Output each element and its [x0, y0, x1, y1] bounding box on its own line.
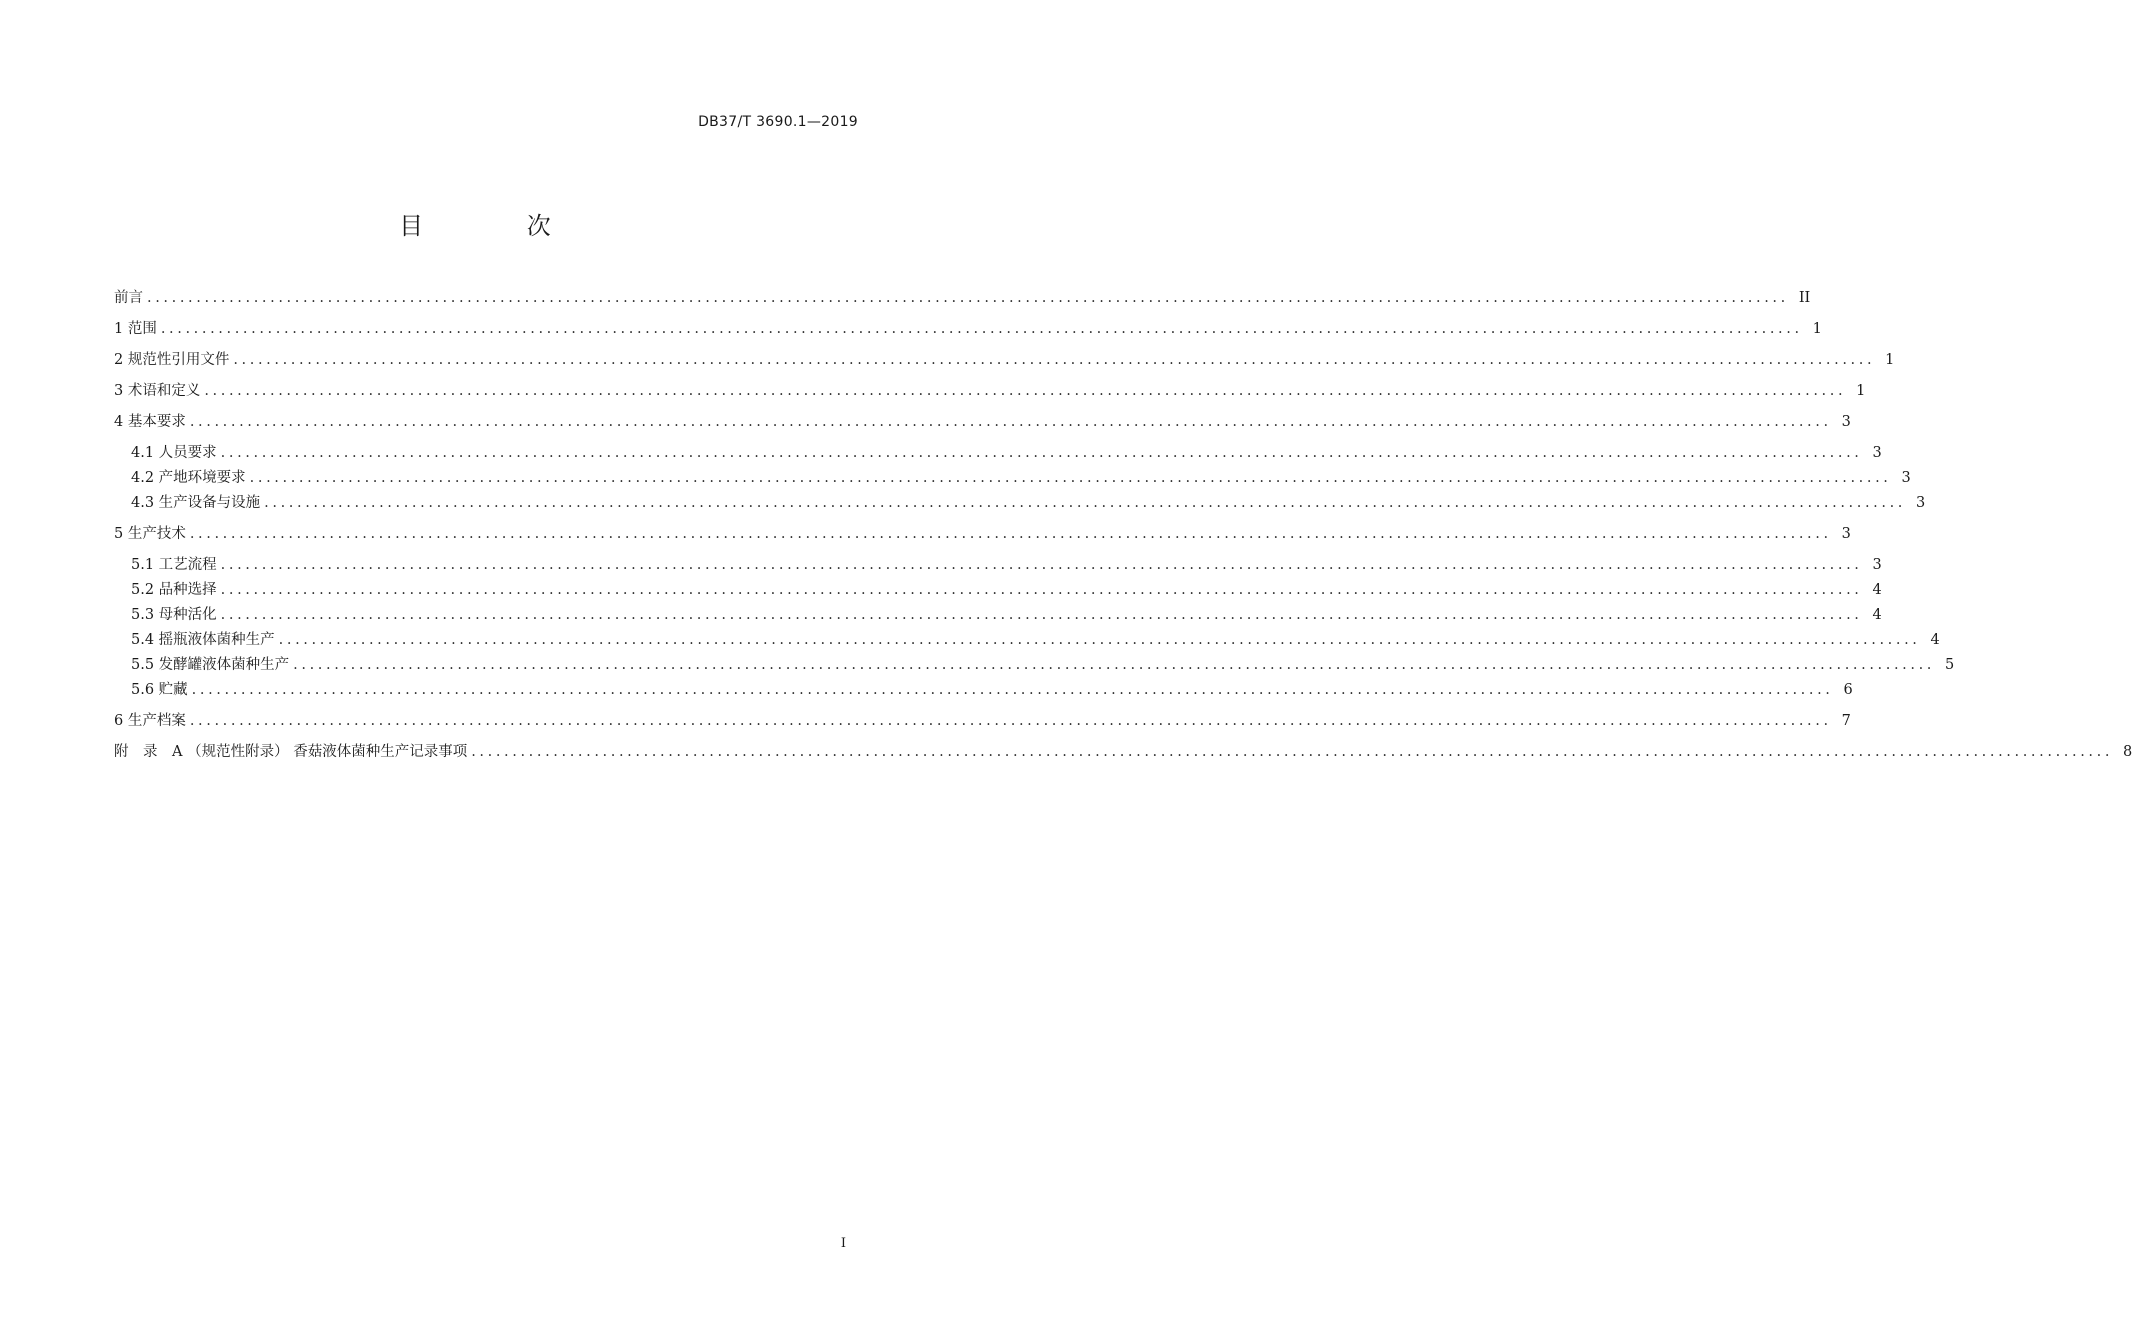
toc-entry-page: 5 — [1945, 657, 1955, 673]
toc-entry[interactable] — [114, 349, 1895, 380]
toc-leader-dots: ........................................................................................................................................................................................................ — [220, 445, 1863, 461]
standard-code: DB37/T 3690.1—2019 — [698, 114, 858, 130]
toc-entry-page: 4 — [1872, 607, 1882, 623]
toc-entry-label: 2 规范性引用文件 — [114, 352, 230, 368]
toc-entry[interactable] — [114, 380, 1866, 411]
toc-leader-dots: ........................................................................................................................................................................................................ — [264, 495, 1906, 511]
toc-entry-label: 附 录 A （规范性附录） 香菇液体菌种生产记录事项 — [114, 744, 468, 760]
toc-entry-appendix[interactable] — [114, 741, 2132, 772]
toc-subentry[interactable] — [114, 442, 1882, 467]
toc-entry-page: 4 — [1872, 582, 1882, 598]
toc-entry-page: 3 — [1872, 557, 1882, 573]
toc-entry-page: 3 — [1841, 414, 1851, 430]
toc-leader-dots: ........................................................................................................................................................................................................ — [233, 352, 1876, 368]
toc-entry-page: 6 — [1843, 682, 1853, 698]
toc-entry[interactable] — [114, 523, 1851, 554]
toc-entry-page: 1 — [1885, 352, 1895, 368]
toc-leader-dots: ........................................................................................................................................................................................................ — [204, 383, 1847, 399]
toc-entry-page: 1 — [1856, 383, 1866, 399]
toc-subentry[interactable] — [114, 579, 1882, 604]
toc-entry-page: 1 — [1812, 321, 1822, 337]
toc-entry-label: 5 生产技术 — [114, 526, 186, 542]
toc-leader-dots: ........................................................................................................................................................................................................ — [220, 607, 1863, 623]
toc-entry-label: 5.1 工艺流程 — [131, 557, 217, 573]
toc-subentry[interactable] — [114, 554, 1882, 579]
toc-entry-page: 8 — [2123, 744, 2132, 760]
toc-entry[interactable] — [114, 318, 1822, 349]
toc-entry-label: 4.2 产地环境要求 — [131, 470, 246, 486]
toc-leader-dots: ........................................................................................................................................................................................................ — [220, 557, 1863, 573]
toc-entry-page: II — [1798, 290, 1811, 306]
toc-leader-dots: ........................................................................................................................................................................................................ — [191, 682, 1834, 698]
table-of-contents — [114, 287, 2132, 772]
toc-entry-label: 4.3 生产设备与设施 — [131, 495, 261, 511]
toc-leader-dots: ........................................................................................................................................................................................................ — [160, 321, 1803, 337]
page-number: I — [840, 1236, 846, 1251]
toc-entry-page: 4 — [1930, 632, 1940, 648]
toc-entry-page: 3 — [1916, 495, 1926, 511]
toc-subentry[interactable] — [114, 629, 1940, 654]
page-title: 目 次 — [399, 212, 599, 240]
toc-entry[interactable] — [114, 710, 1851, 741]
toc-entry-label: 5.3 母种活化 — [131, 607, 217, 623]
toc-entry-label: 6 生产档案 — [114, 713, 186, 729]
toc-entry-label: 1 范围 — [114, 321, 157, 337]
toc-entry-label: 前言 — [114, 290, 143, 306]
toc-leader-dots: ........................................................................................................................................................................................................ — [471, 744, 2114, 760]
toc-entry-page: 3 — [1901, 470, 1911, 486]
toc-entry-label: 4 基本要求 — [114, 414, 186, 430]
toc-entry-page: 3 — [1841, 526, 1851, 542]
toc-entry-page: 3 — [1872, 445, 1882, 461]
toc-subentry[interactable] — [114, 654, 1955, 679]
toc-subentry[interactable] — [114, 679, 1853, 710]
toc-leader-dots: ........................................................................................................................................................................................................ — [293, 657, 1935, 673]
toc-subentry[interactable] — [114, 467, 1911, 492]
toc-subentry[interactable] — [114, 492, 1926, 523]
toc-leader-dots: ........................................................................................................................................................................................................ — [220, 582, 1863, 598]
toc-entry-label: 5.5 发酵罐液体菌种生产 — [131, 657, 290, 673]
toc-leader-dots: ........................................................................................................................................................................................................ — [249, 470, 1892, 486]
toc-leader-dots: ........................................................................................................................................................................................................ — [278, 632, 1921, 648]
toc-entry-page: 7 — [1841, 713, 1851, 729]
toc-entry-label: 5.6 贮藏 — [131, 682, 188, 698]
toc-entry[interactable] — [114, 411, 1851, 442]
toc-entry[interactable] — [114, 287, 1811, 318]
toc-leader-dots: ........................................................................................................................................................................................................ — [189, 713, 1832, 729]
toc-subentry[interactable] — [114, 604, 1882, 629]
toc-leader-dots: ........................................................................................................................................................................................................ — [189, 526, 1832, 542]
toc-entry-label: 5.2 品种选择 — [131, 582, 217, 598]
toc-entry-label: 4.1 人员要求 — [131, 445, 217, 461]
toc-entry-label: 3 术语和定义 — [114, 383, 201, 399]
toc-entry-label: 5.4 摇瓶液体菌种生产 — [131, 632, 275, 648]
toc-leader-dots: ........................................................................................................................................................................................................ — [189, 414, 1832, 430]
toc-leader-dots: ........................................................................................................................................................................................................ — [147, 290, 1789, 306]
